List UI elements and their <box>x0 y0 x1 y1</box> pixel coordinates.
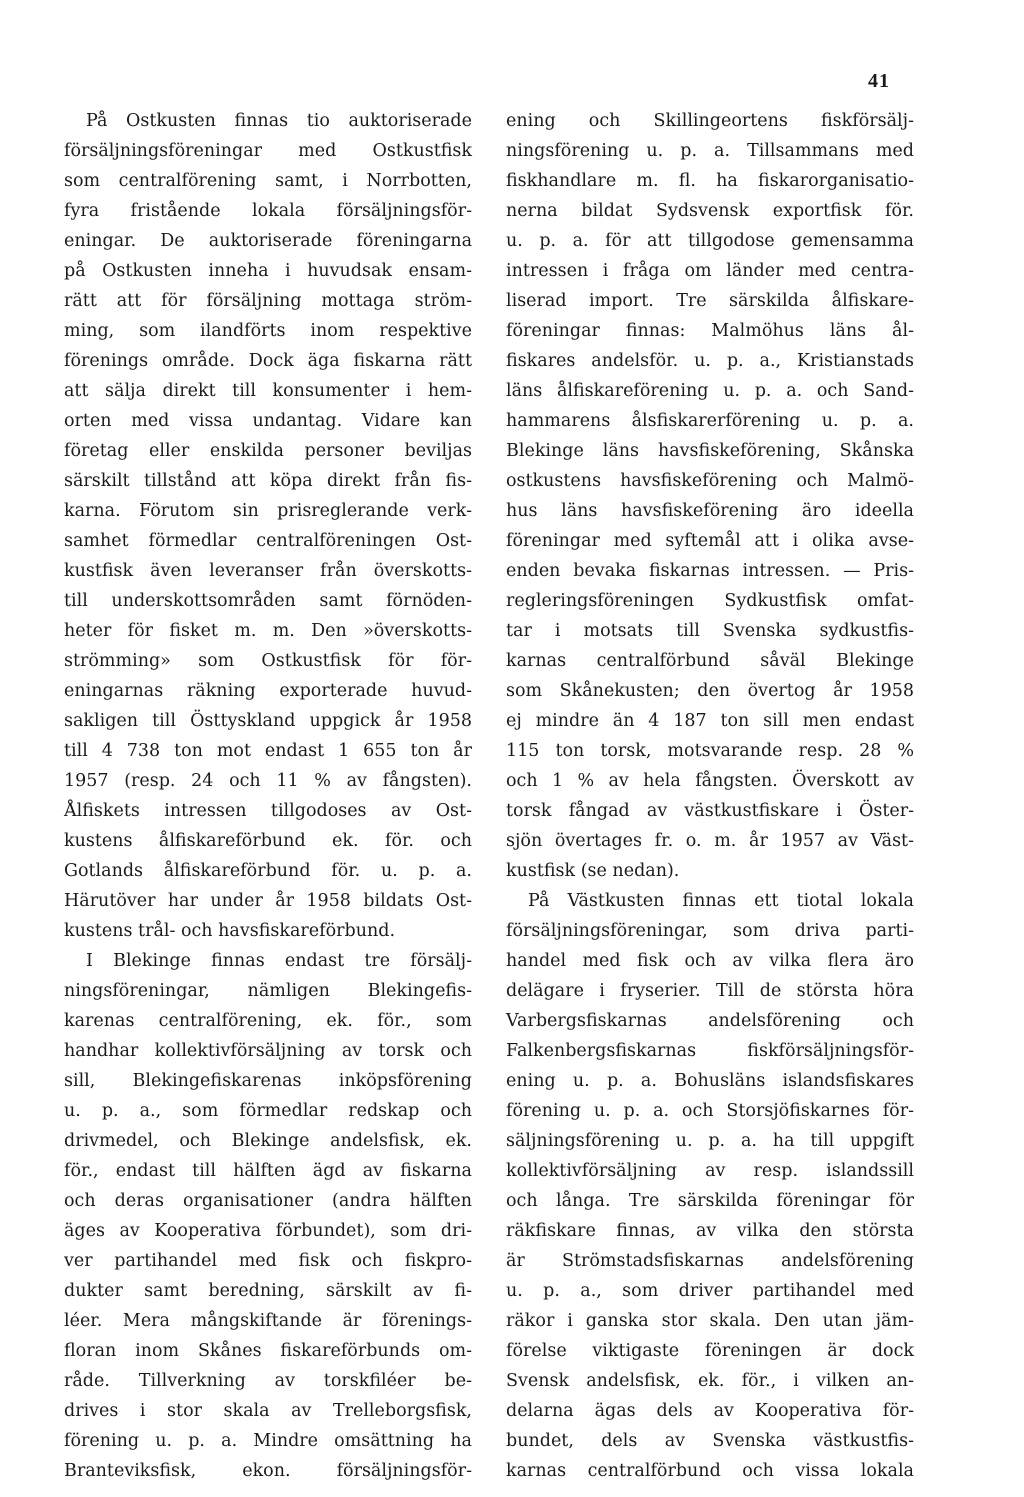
text-line: och deras organisationer (andra hälften <box>64 1191 472 1211</box>
text-line: Gotlands ålfiskareförbund för. u. p. a. <box>64 861 472 881</box>
text-line: ver partihandel med fisk och fiskpro- <box>64 1251 472 1271</box>
text-line: rätt att för försäljning mottaga ström- <box>64 291 472 311</box>
text-line: handel med fisk och av vilka flera äro <box>506 951 914 971</box>
text-line: hus läns havsfiskeförening äro ideella <box>506 501 914 521</box>
text-line: försäljningsföreningar, som driva parti- <box>506 921 914 941</box>
text-line: ningsföreningar, nämligen Blekingefis- <box>64 981 472 1001</box>
text-line: karnas centralförbund såväl Blekinge <box>506 651 914 671</box>
text-line: intressen i fråga om länder med centra- <box>506 261 914 281</box>
text-line: enden bevaka fiskarnas intressen. — Pris- <box>506 561 914 581</box>
text-line: Ålfiskets intressen tillgodoses av Ost- <box>64 801 472 821</box>
text-line: Falkenbergsfiskarnas fiskförsäljningsför- <box>506 1041 914 1061</box>
text-line: karenas centralförening, ek. för., som <box>64 1011 472 1031</box>
text-line: ening u. p. a. Bohusläns islandsfiskares <box>506 1071 914 1091</box>
text-line: drivmedel, och Blekinge andelsfisk, ek. <box>64 1131 472 1151</box>
text-line: råde. Tillverkning av torskfiléer be- <box>64 1371 472 1391</box>
text-line: förelse viktigaste föreningen är dock <box>506 1341 914 1361</box>
text-line: kustens trål- och havsfiskareförbund. <box>64 921 396 941</box>
text-line: 1957 (resp. 24 och 11 % av fångsten). <box>64 771 472 791</box>
text-line: orten med vissa undantag. Vidare kan <box>64 411 472 431</box>
text-line: förenings område. Dock äga fiskarna rätt <box>64 351 472 371</box>
text-line: och långa. Tre särskilda föreningar för <box>506 1191 914 1211</box>
text-line: för., endast till hälften ägd av fiskarna <box>64 1161 472 1181</box>
text-line: liserad import. Tre särskilda ålfiskare- <box>506 291 914 311</box>
text-line: ej mindre än 4 187 ton sill men endast <box>506 711 914 731</box>
text-line: räkor i ganska stor skala. Den utan jäm- <box>506 1311 914 1331</box>
text-line: företag eller enskilda personer beviljas <box>64 441 472 461</box>
text-line: är Strömstadsfiskarnas andelsförening <box>506 1251 914 1271</box>
text-line: läns ålfiskareförening u. p. a. och Sand- <box>506 381 914 401</box>
text-line: föreningar med syftemål att i olika avse- <box>506 531 914 551</box>
text-line: u. p. a. för att tillgodose gemensamma <box>506 231 914 251</box>
text-line: u. p. a., som förmedlar redskap och <box>64 1101 472 1121</box>
text-line: torsk fångad av västkustfiskare i Öster- <box>506 801 914 821</box>
text-line: Härutöver har under år 1958 bildats Ost- <box>64 891 472 911</box>
text-line: förening u. p. a. Mindre omsättning ha <box>64 1431 472 1451</box>
text-line: fyra fristående lokala försäljningsför- <box>64 201 472 221</box>
text-line: eningar. De auktoriserade föreningarna <box>64 231 472 251</box>
text-line: som centralförening samt, i Norrbotten, <box>64 171 472 191</box>
text-line: léer. Mera mångskiftande är förenings- <box>64 1311 472 1331</box>
text-line: ostkustens havsfiskeförening och Malmö- <box>506 471 914 491</box>
text-line: dukter samt beredning, särskilt av fi- <box>64 1281 472 1301</box>
text-line: och 1 % av hela fångsten. Överskott av <box>506 771 914 791</box>
text-line: räkfiskare finnas, av vilka den största <box>506 1221 914 1241</box>
text-line: sakligen till Östtyskland uppgick år 1958 <box>64 711 472 731</box>
text-line: tar i motsats till Svenska sydkustfis- <box>506 621 914 641</box>
text-line: Blekinge läns havsfiskeförening, Skånska <box>506 441 914 461</box>
text-line: strömming» som Ostkustfisk för för- <box>64 651 472 671</box>
text-line: handhar kollektivförsäljning av torsk och <box>64 1041 472 1061</box>
text-line: fiskares andelsför. u. p. a., Kristianstads <box>506 351 914 371</box>
text-line: Svensk andelsfisk, ek. för., i vilken an- <box>506 1371 914 1391</box>
text-line: I Blekinge finnas endast tre försälj- <box>86 951 472 971</box>
text-line: karna. Förutom sin prisreglerande verk- <box>64 501 472 521</box>
text-line: fiskhandlare m. fl. ha fiskarorganisatio- <box>506 171 914 191</box>
page-number: 41 <box>868 70 890 92</box>
text-line: kustfisk även leveranser från överskotts- <box>64 561 472 581</box>
text-line: På Ostkusten finnas tio auktoriserade <box>86 111 472 131</box>
text-line: kollektivförsäljning av resp. islandssill <box>506 1161 914 1181</box>
text-line: regleringsföreningen Sydkustfisk omfat- <box>506 591 914 611</box>
text-line: 115 ton torsk, motsvarande resp. 28 % <box>506 741 914 761</box>
text-line: kustens ålfiskareförbund ek. för. och <box>64 831 472 851</box>
text-line: hammarens ålsfiskarerförening u. p. a. <box>506 411 914 431</box>
text-line: delägare i fryserier. Till de största höra <box>506 981 914 1001</box>
text-line: sjön övertages fr. o. m. år 1957 av Väst- <box>506 831 914 851</box>
text-line: försäljningsföreningar med Ostkustfisk <box>64 141 472 161</box>
text-line: kustfisk (se nedan). <box>506 861 680 881</box>
text-line: ningsförening u. p. a. Tillsammans med <box>506 141 914 161</box>
text-line: förening u. p. a. och Storsjöfiskarnes för- <box>506 1101 914 1121</box>
text-line: att sälja direkt till konsumenter i hem- <box>64 381 472 401</box>
text-line: På Västkusten finnas ett tiotal lokala <box>528 891 914 911</box>
text-line: ming, som ilandförts inom respektive <box>64 321 472 341</box>
text-line: särskilt tillstånd att köpa direkt från fis- <box>64 471 472 491</box>
text-line: ening och Skillingeortens fiskförsälj- <box>506 111 914 131</box>
text-line: eningarnas räkning exporterade huvud- <box>64 681 472 701</box>
text-line: säljningsförening u. p. a. ha till uppgift <box>506 1131 914 1151</box>
text-line: på Ostkusten inneha i huvudsak ensam- <box>64 261 472 281</box>
text-line: u. p. a., som driver partihandel med <box>506 1281 914 1301</box>
text-line: karnas centralförbund och vissa lokala <box>506 1461 914 1481</box>
text-line: floran inom Skånes fiskareförbunds om- <box>64 1341 472 1361</box>
text-line: heter för fisket m. m. Den »överskotts- <box>64 621 472 641</box>
text-line: som Skånekusten; den övertog år 1958 <box>506 681 914 701</box>
text-line: äges av Kooperativa förbundet), som dri- <box>64 1221 472 1241</box>
text-line: drives i stor skala av Trelleborgsfisk, <box>64 1401 472 1421</box>
text-line: Branteviksfisk, ekon. försäljningsför- <box>64 1461 472 1481</box>
text-line: till underskottsområden samt förnöden- <box>64 591 472 611</box>
text-line: delarna ägas dels av Kooperativa för- <box>506 1401 914 1421</box>
text-column-left <box>64 106 472 1486</box>
text-line: bundet, dels av Svenska västkustfis- <box>506 1431 914 1451</box>
text-line: till 4 738 ton mot endast 1 655 ton år <box>64 741 472 761</box>
text-line: nerna bildat Sydsvensk exportfisk för. <box>506 201 914 221</box>
text-column-right <box>506 106 914 1486</box>
text-line: Varbergsfiskarnas andelsförening och <box>506 1011 914 1031</box>
text-line: föreningar finnas: Malmöhus läns ål- <box>506 321 914 341</box>
text-line: samhet förmedlar centralföreningen Ost- <box>64 531 472 551</box>
text-line: sill, Blekingefiskarenas inköpsförening <box>64 1071 472 1091</box>
